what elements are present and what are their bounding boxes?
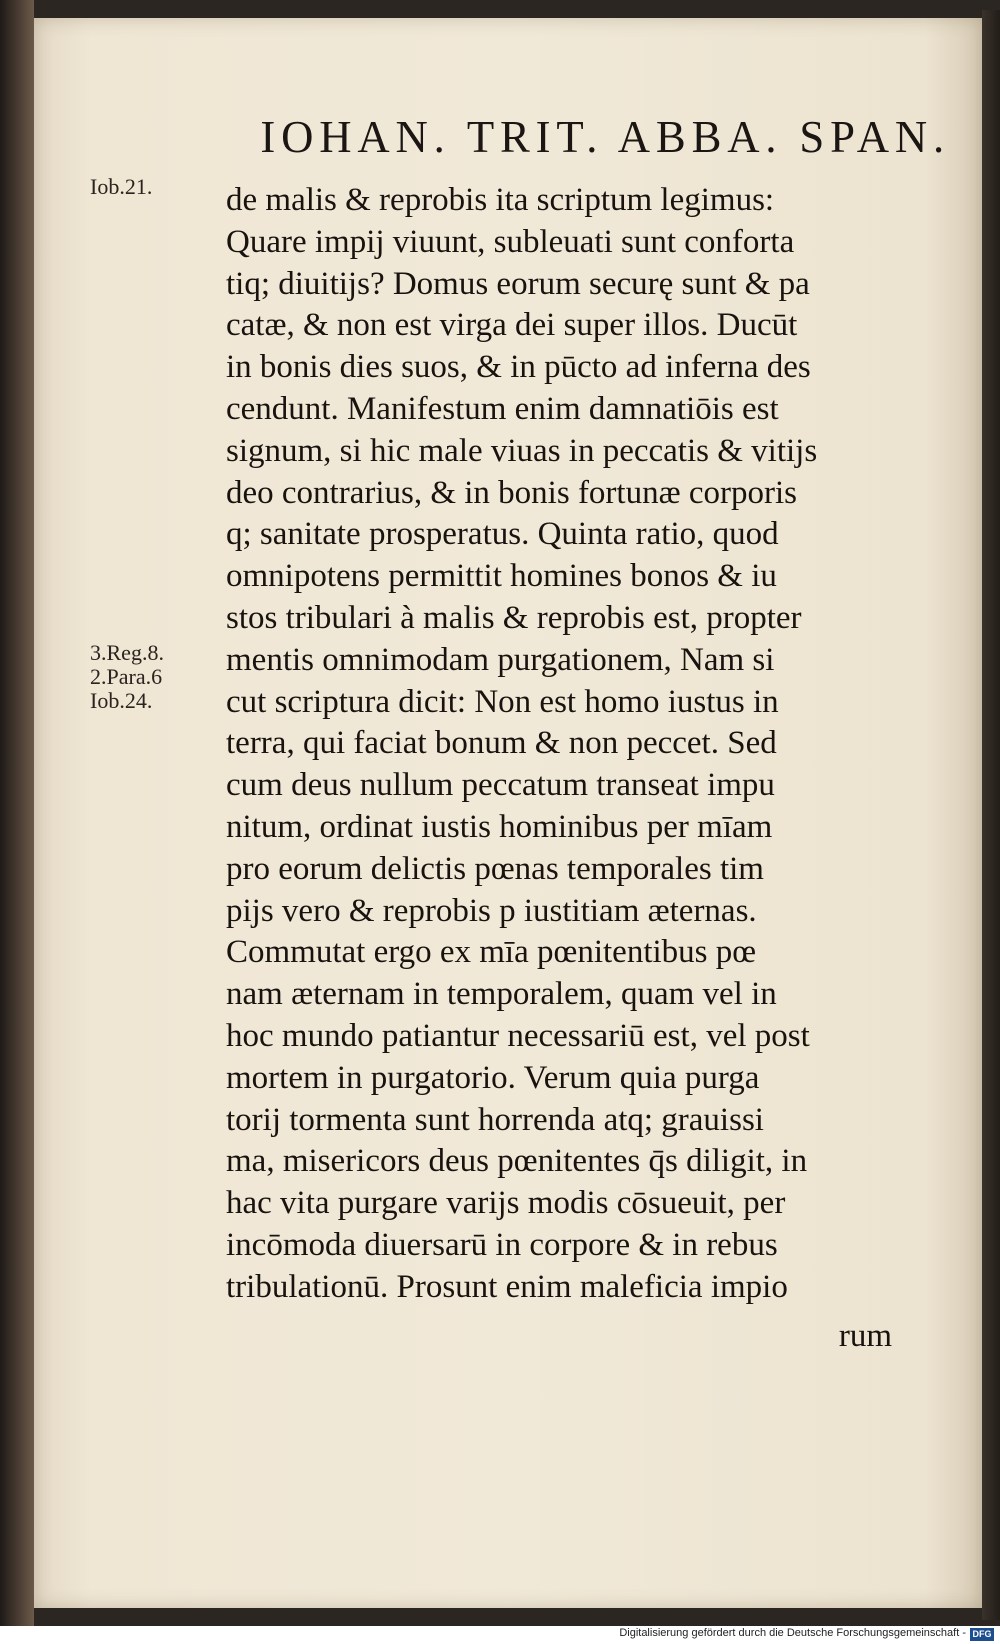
text-line: cut scriptura dicit: Non est homo iustus in <box>226 683 779 720</box>
text-line: deo contrarius, & in bonis fortunæ corporis <box>226 474 797 511</box>
main-text <box>226 180 892 1309</box>
book-spine <box>0 0 34 1644</box>
funding-credit: Digitalisierung gefördert durch die Deutsche Forschungsgemeinschaft - <box>619 1627 966 1639</box>
text-line: catæ, & non est virga dei super illos. Ducūt <box>226 307 798 344</box>
text-line: Commutat ergo ex mīa pœnitentibus pœ <box>226 934 757 971</box>
dfg-logo: DFG <box>970 1628 994 1641</box>
text-line: stos tribulari à malis & reprobis est, propter <box>226 599 802 636</box>
text-line: omnipotens permittit homines bonos & iu <box>226 558 777 595</box>
text-line: mortem in purgatorio. Verum quia purga <box>226 1059 760 1096</box>
catchword: rum <box>838 1318 892 1354</box>
text-line: terra, qui faciat bonum & non peccet. Sed <box>226 725 777 762</box>
text-line: tiq; diuitijs? Domus eorum securę sunt & pa <box>226 265 810 302</box>
marginal-note: 3.Reg.8. <box>90 640 164 665</box>
text-line: incōmoda diuersarū in corpore & in rebus <box>226 1226 778 1263</box>
text-line: nam æternam in temporalem, quam vel in <box>226 976 777 1013</box>
text-line: hac vita purgare varijs modis cōsueuit, per <box>226 1185 786 1222</box>
text-line: cum deus nullum peccatum transeat impu <box>226 767 775 804</box>
text-line: nitum, ordinat iustis hominibus per mīam <box>226 808 773 845</box>
footer-bar <box>0 1626 1000 1644</box>
text-line: mentis omnimodam purgationem, Nam si <box>226 641 775 678</box>
text-line: ma, misericors deus pœnitentes q̄s diligit, in <box>226 1143 808 1180</box>
running-head: IOHAN. TRIT. ABBA. SPAN. <box>260 111 950 162</box>
marginal-note: 2.Para.6 <box>90 664 163 689</box>
marginal-note: Iob.21. <box>90 174 153 199</box>
marginal-note: Iob.24. <box>90 688 153 713</box>
text-line: q; sanitate prosperatus. Quinta ratio, quod <box>226 516 779 553</box>
text-line: signum, si hic male viuas in peccatis & vitijs <box>226 432 818 469</box>
marginal-notes-top <box>90 174 220 200</box>
text-line: Quare impij viuunt, subleuati sunt conforta <box>226 223 795 260</box>
text-line: de malis & reprobis ita scriptum legimus: <box>226 182 775 218</box>
text-line: tribulationū. Prosunt enim maleficia impio <box>226 1268 788 1305</box>
marginal-notes-middle <box>90 640 220 712</box>
text-line: in bonis dies suos, & in pūcto ad inferna des <box>226 349 811 386</box>
text-line: pijs vero & reprobis p iustitiam æternas. <box>226 892 757 929</box>
text-line: torij tormenta sunt horrenda atq; grauissi <box>226 1101 764 1138</box>
text-line: hoc mundo patiantur necessariū est, vel post <box>226 1017 810 1054</box>
text-line: pro eorum delictis pœnas temporales tim <box>226 850 764 887</box>
text-line: cendunt. Manifestum enim damnatiōis est <box>226 390 779 427</box>
page-edge <box>982 10 1000 1620</box>
